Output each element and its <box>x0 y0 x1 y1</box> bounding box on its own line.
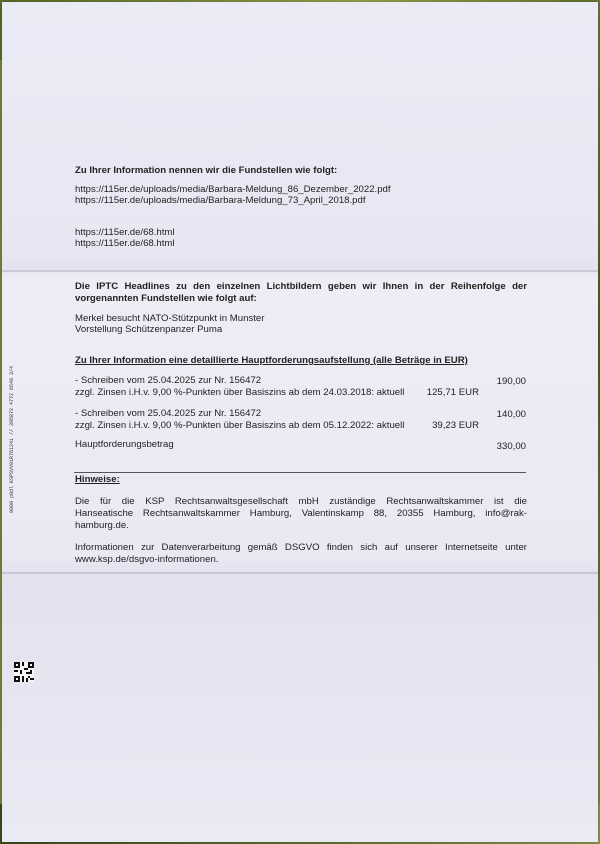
qr-code-icon <box>14 662 34 682</box>
notes-p1-line2: Hanseatische Rechtsanwaltskammer Hamburg, Valentinskamp 88, 20355 Hamburg, info@rak- <box>75 508 527 519</box>
iptc-heading-line1: Die IPTC Headlines zu den einzelnen Lichtbildern geben wir Ihnen in der Reihenfolge der <box>75 281 527 292</box>
headline-2: Vorstellung Schützenpanzer Puma <box>75 324 223 335</box>
link-2[interactable]: https://115er.de/uploads/media/Barbara-Meldung_73_April_2018.pdf <box>75 195 366 206</box>
link-4[interactable]: https://115er.de/68.html <box>75 238 175 249</box>
divider <box>74 472 526 473</box>
notes-heading: Hinweise: <box>75 474 120 485</box>
headline-1: Merkel besucht NATO-Stützpunkt in Munster <box>75 313 265 324</box>
link-3[interactable]: https://115er.de/68.html <box>75 227 175 238</box>
total-label: Hauptforderungsbetrag <box>75 439 174 450</box>
side-code <box>3 347 21 517</box>
notes-p2-line1: Informationen zur Datenverarbeitung gemäß DSGVO finden sich auf unserer Internetseite unter <box>75 542 527 553</box>
claim-1-line1: - Schreiben vom 25.04.2025 zur Nr. 156472 <box>75 375 262 386</box>
claim-1-amount: 190,00 <box>496 376 526 387</box>
intro-heading: Zu Ihrer Information nennen wir die Fundstellen wie folgt: <box>75 165 338 176</box>
fold-line-lower <box>2 572 598 574</box>
claim-2-line2: zzgl. Zinsen i.H.v. 9,00 %-Punkten über Basiszins ab dem 05.12.2022: aktuell <box>75 420 405 431</box>
claim-1-line2: zzgl. Zinsen i.H.v. 9,00 %-Punkten über Basiszins ab dem 24.03.2018: aktuell <box>75 387 405 398</box>
notes-p1-line1: Die für die KSP Rechtsanwaltsgesellschaft mbH zuständige Rechtsanwaltskammer ist die <box>75 496 527 507</box>
claim-1-interest: 125,71 EUR <box>426 387 479 398</box>
fold-line-upper <box>2 270 598 272</box>
link-1[interactable]: https://115er.de/uploads/media/Barbara-Meldung_86_Dezember_2022.pdf <box>75 184 391 195</box>
claim-2-interest: 39,23 EUR <box>432 420 479 431</box>
claim-2-line1: - Schreiben vom 25.04.2025 zur Nr. 156472 <box>75 408 262 419</box>
side-code-text: 0000 p0dl KSPSVV01R761241 // 395872 4772 6540 3/4 <box>9 365 15 513</box>
claims-heading: Zu Ihrer Information eine detaillierte Hauptforderungsaufstellung (alle Beträge in EUR) <box>75 355 468 366</box>
notes-p1-line3: hamburg.de. <box>75 520 129 531</box>
notes-p2-line2: www.ksp.de/dsgvo-informationen. <box>75 554 219 565</box>
claim-2-amount: 140,00 <box>496 409 526 420</box>
total-amount: 330,00 <box>496 441 526 452</box>
iptc-heading-line2: vorgenannten Fundstellen wie folgt auf: <box>75 293 257 304</box>
document-page <box>2 2 598 842</box>
